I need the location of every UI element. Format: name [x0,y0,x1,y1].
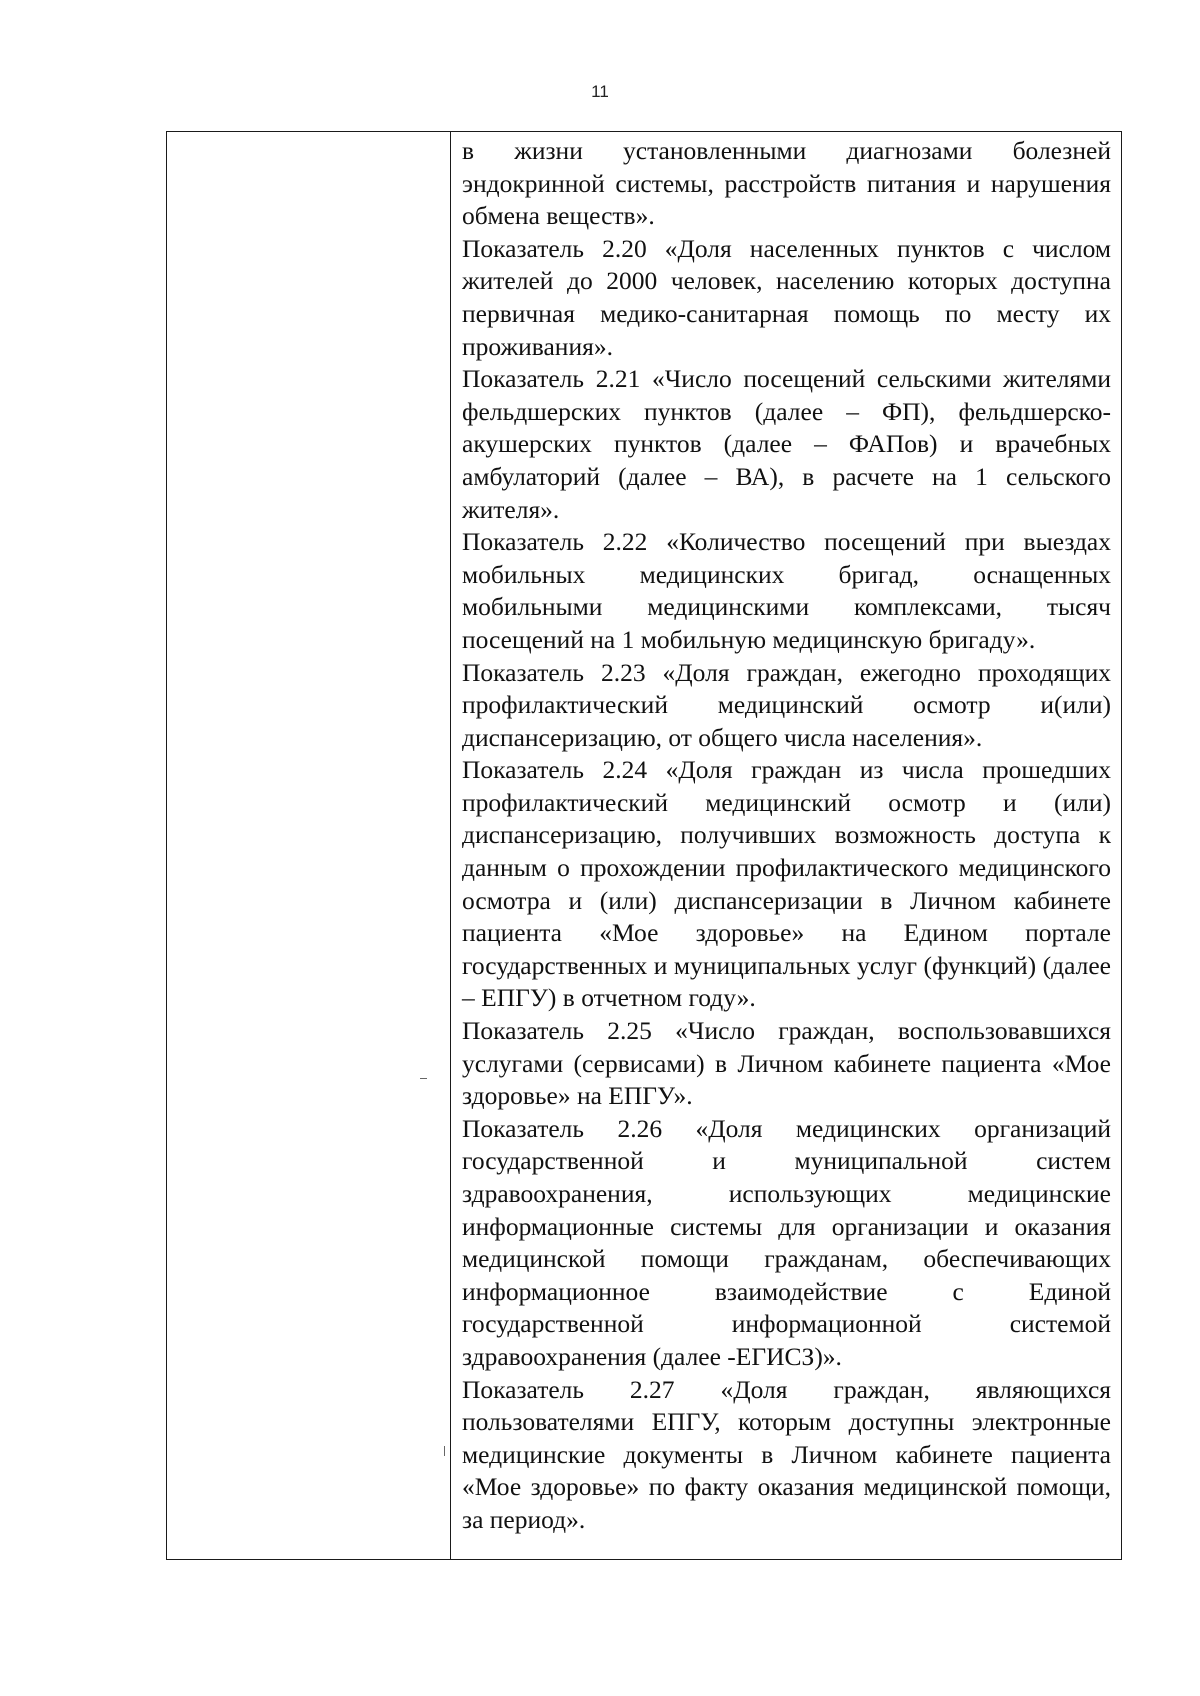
paragraph-continuation: в жизни установленными диагнозами болезней эндокринной системы, расстройств питания и нарушения обмена веществ». [462,136,1111,231]
paragraph-indicator-2-24: Показатель 2.24 «Доля граждан из числа прошедших профилактический медицинский осмотр и (или) диспансеризацию, получивших возможность доступа к данным о прохождении профилактического медицинского осмотра и (или) диспансеризации в Личном кабинете пациента «Мое здоровье» на Едином портале государственных и муниципальных услуг (функций) (далее – ЕПГУ) в отчетном году». [462,755,1111,1013]
paragraph-indicator-2-27: Показатель 2.27 «Доля граждан, являющихся пользователями ЕПГУ, которым доступны электронные медицинские документы в Личном кабинете пациента «Мое здоровье» по факту оказания медицинской помощи, за период». [462,1374,1111,1534]
paragraph-indicator-2-22: Показатель 2.22 «Количество посещений при выездах мобильных медицинских бригад, оснащенных мобильными медицинскими комплексами, тысяч посещений на 1 мобильную медицинскую бригаду». [462,527,1111,654]
table-right-cell [451,132,1121,1559]
scan-mark [444,1446,445,1456]
paragraph-indicator-2-20: Показатель 2.20 «Доля населенных пунктов с числом жителей до 2000 человек, населению которых доступна первичная медико-санитарная помощь по месту их проживания». [462,233,1111,361]
paragraph-indicator-2-26: Показатель 2.26 «Доля медицинских организаций государственной и муниципальной систем здравоохранения, использующих медицинские информационные системы для организации и оказания медицинской помощи гражданам, обеспечивающих информационное взаимодействие с Единой государственной информационной системой здравоохранения (далее -ЕГИСЗ)». [462,1113,1111,1371]
page-number: 11 [591,82,609,101]
scan-mark [420,1078,427,1079]
paragraph-indicator-2-21: Показатель 2.21 «Число посещений сельскими жителями фельдшерских пунктов (далее – ФП), фельдшерско-акушерских пунктов (далее – ФАПов) и врачебных амбулаторий (далее – ВА), в расчете на 1 сельского жителя». [462,364,1111,524]
table-left-cell [167,132,451,1559]
document-table [166,131,1122,1560]
paragraph-indicator-2-25: Показатель 2.25 «Число граждан, воспользовавшихся услугами (сервисами) в Личном кабинете пациента «Мое здоровье» на ЕПГУ». [462,1016,1111,1111]
paragraph-indicator-2-23: Показатель 2.23 «Доля граждан, ежегодно проходящих профилактический медицинский осмотр и(или) диспансеризацию, от общего числа населения». [462,657,1111,752]
